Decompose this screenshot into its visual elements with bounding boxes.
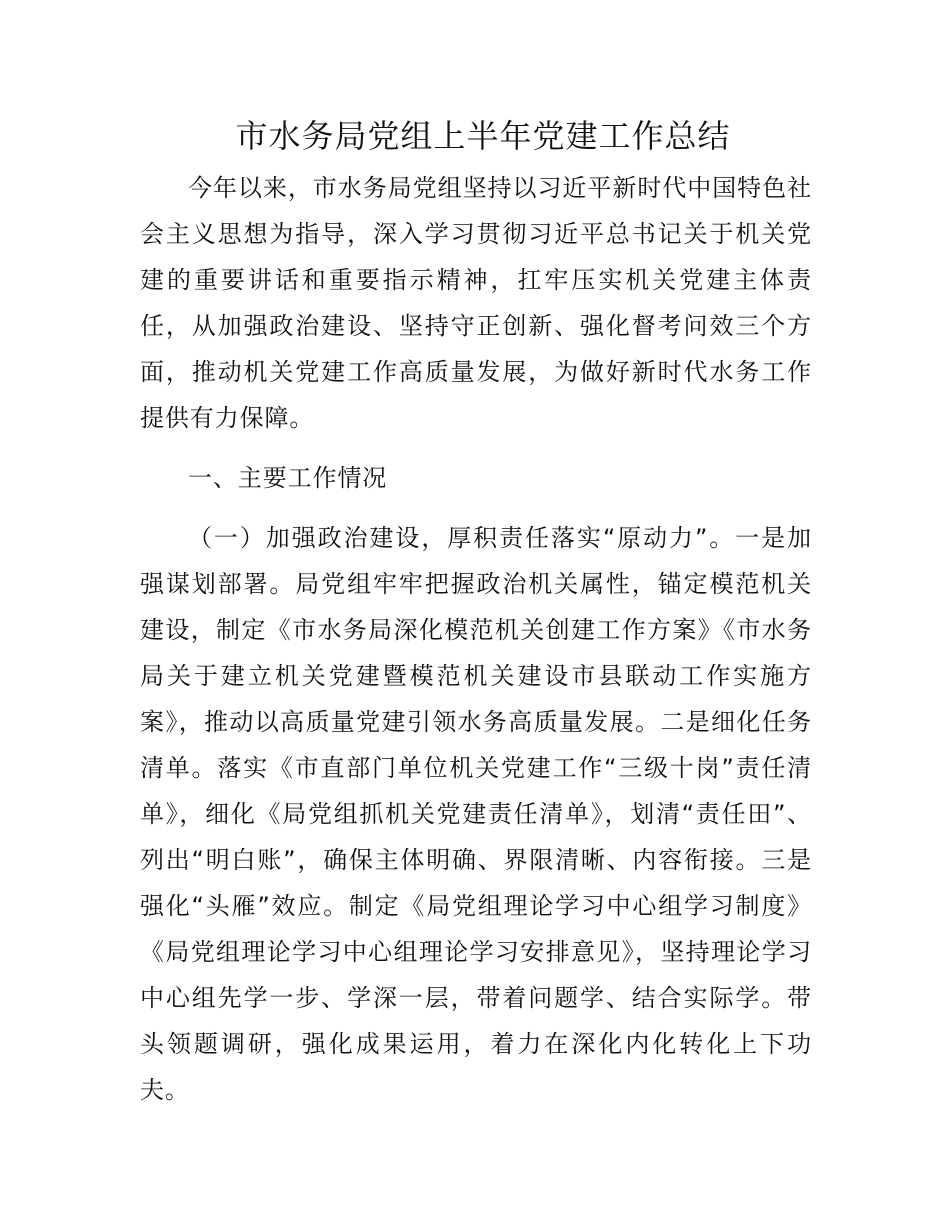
document-body — [140, 112, 812, 1113]
document-title: 市水务局党组上半年党建工作总结 — [235, 117, 731, 155]
intro-paragraph: 今年以来，市水务局党组坚持以习近平新时代中国特色社会主义思想为指导，深入学习贯彻习近平总书记关于机关党建的重要讲话和重要指示精神，扛牢压实机关党建主体责任，从加强政治建设、坚持守正创新、强化督考问效三个方面，推动机关党建工作高质量发展，为做好新时代水务工作提供有力保障。 — [140, 174, 812, 432]
section-heading: 一、主要工作情况 — [188, 464, 388, 492]
section-paragraph: （一）加强政治建设，厚积责任落实“原动力”。一是加强谋划部署。局党组牢牢把握政治机关属性，锚定模范机关建设，制定《市水务局深化模范机关创建工作方案》《市水务局关于建立机关党建暨模范机关建设市县联动工作实施方案》，推动以高质量党建引领水务高质量发展。二是细化任务清单。落实《市直部门单位机关党建工作“三级十岗”责任清单》，细化《局党组抓机关党建责任清单》，划清“责任田”、列出“明白账”，确保主体明确、界限清晰、内容衔接。三是强化“头雁”效应。制定《局党组理论学习中心组学习制度》《局党组理论学习中心组理论学习安排意见》，坚持理论学习中心组先学一步、学深一层，带着问题学、结合实际学。带头领题调研，强化成果运用，着力在深化内化转化上下功夫。 — [140, 524, 812, 1104]
